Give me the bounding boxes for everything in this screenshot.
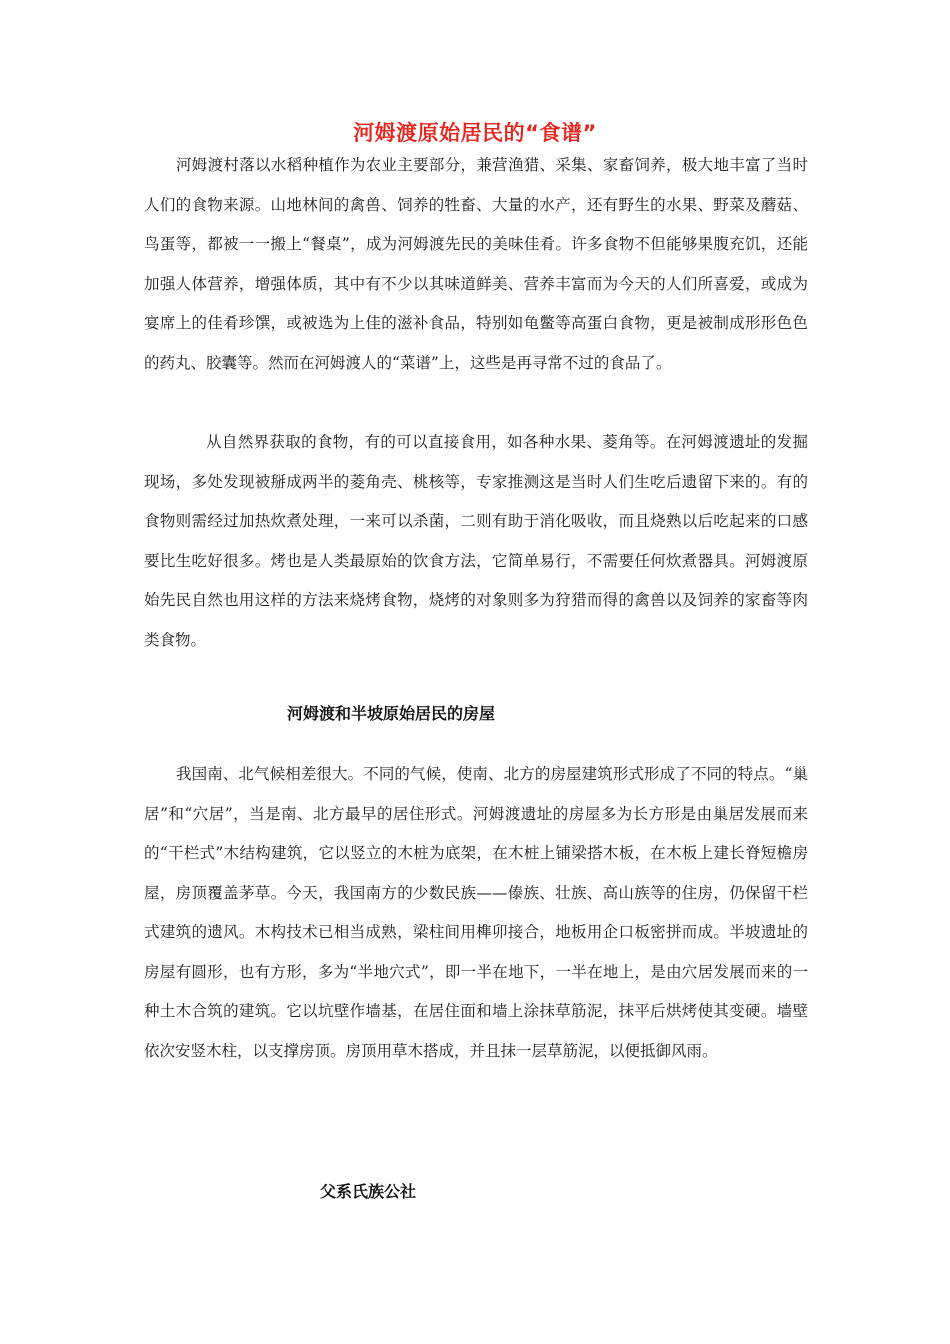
paragraph-food-sources: 河姆渡村落以水稻种植作为农业主要部分，兼营渔猎、采集、家畜饲养，极大地丰富了当时人们的食物来源。山地林间的禽兽、饲养的牲畜、大量的水产，还有野生的水果、野菜及蘑菇、鸟蛋等，都被一一搬上“餐桌”，成为河姆渡先民的美味佳肴。许多食物不但能够果腹充饥，还能加强人体营养，增强体质，其中有不少以其味道鲜美、营养丰富而为今天的人们所喜爱，或成为宴席上的佳肴珍馔，或被选为上佳的滋补食品，特别如龟鳖等高蛋白食物，更是被制成形形色色的药丸、胶囊等。然而在河姆渡人的“菜谱”上，这些是再寻常不过的食品了。 — [144, 156, 808, 372]
section-heading-houses: 河姆渡和半坡原始居民的房屋 — [287, 704, 496, 723]
paragraph-houses: 我国南、北气候相差很大。不同的气候，使南、北方的房屋建筑形式形成了不同的特点。“巢居”和“穴居”，当是南、北方最早的居住形式。河姆渡遗址的房屋多为长方形是由巢居发展而来的“干栏式”木结构建筑，它以竖立的木桩为底架，在木桩上铺梁搭木板，在木板上建长脊短檐房屋，房顶覆盖茅草。今天，我国南方的少数民族——傣族、壮族、高山族等的住房，仍保留干栏式建筑的遗风。木构技术已相当成熟，梁柱间用榫卯接合，地板用企口板密拼而成。半坡遗址的房屋有圆形，也有方形，多为“半地穴式”，即一半在地下，一半在地上，是由穴居发展而来的一种土木合筑的建筑。它以坑壁作墙基，在居住面和墙上涂抹草筋泥，抹平后烘烤使其变硬。墙壁依次安竖木柱，以支撑房顶。房顶用草木搭成，并且抹一层草筋泥，以便抵御风雨。 — [144, 765, 808, 1060]
section-heading-patrilineal: 父系氏族公社 — [320, 1182, 417, 1201]
paragraph-cooking-methods: 从自然界获取的食物，有的可以直接食用，如各种水果、菱角等。在河姆渡遗址的发掘现场，多处发现被掰成两半的菱角壳、桃核等，专家推测这是当时人们生吃后遗留下来的。有的食物则需经过加热炊煮处理，一来可以杀菌，二则有助于消化吸收，而且烧熟以后吃起来的口感要比生吃好很多。烤也是人类最原始的饮食方法，它简单易行，不需要任何炊煮器具。河姆渡原始先民自然也用这样的方法来烧烤食物，烧烤的对象则多为狩猎而得的禽兽以及饲养的家畜等肉类食物。 — [144, 433, 808, 649]
document-title: 河姆渡原始居民的“食谱” — [353, 121, 597, 145]
